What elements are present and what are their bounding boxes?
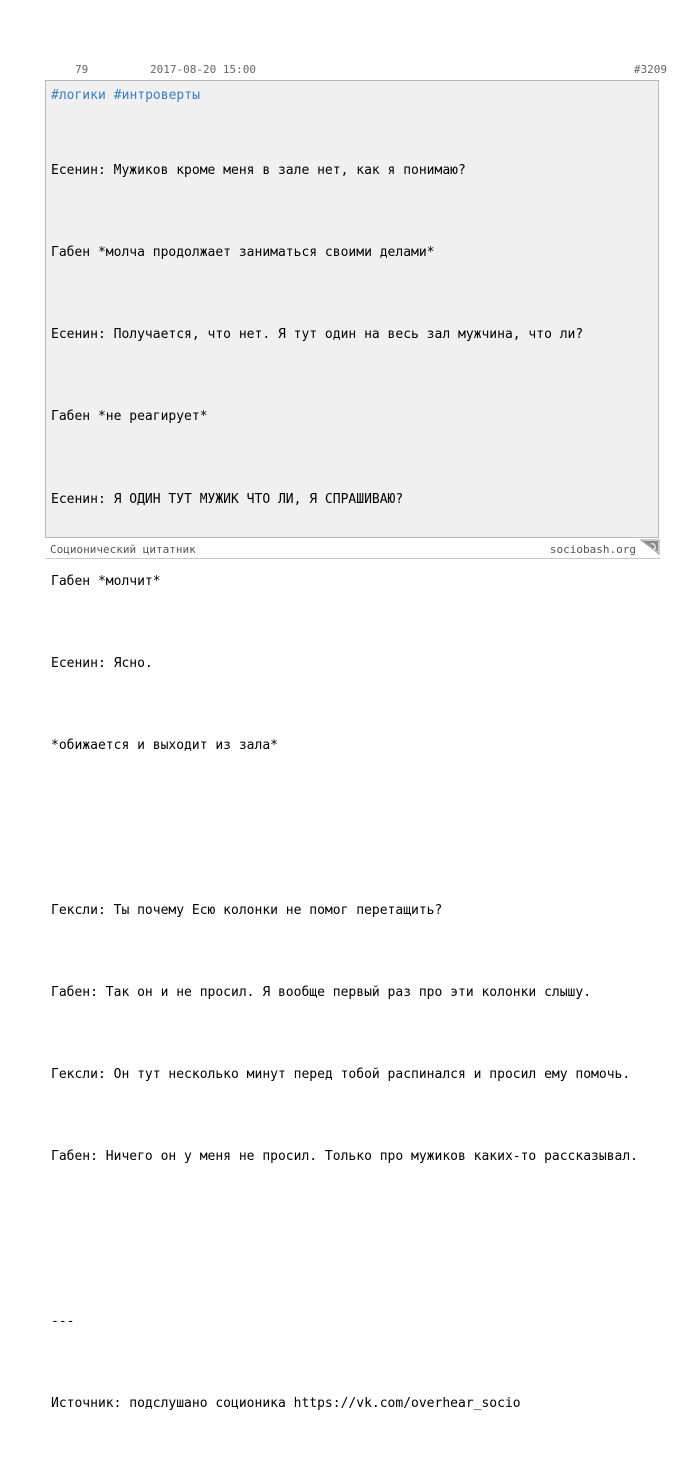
quote-line: *обижается и выходит из зала* [51, 738, 278, 754]
tag-link[interactable]: #интроверты [113, 88, 200, 103]
quote-meta [45, 63, 667, 79]
quote-line: Гексли: Ты почему Есю колонки не помог перетащить? [51, 902, 443, 918]
quote-rating[interactable]: 79 [75, 63, 89, 76]
quote-line: Габен *молча продолжает заниматься своими делами* [51, 245, 435, 261]
quote-number-link[interactable]: #3209 [633, 63, 667, 76]
quote-line: Источник: подслушано соционика https://vk.com/overhear_socio [51, 1395, 521, 1411]
site-title: Соционический цитатник [50, 543, 196, 556]
quote-line: Есенин: Получается, что нет. Я тут один на весь зал мужчина, что ли? [51, 327, 584, 343]
tag-link[interactable]: #логики [51, 88, 106, 103]
quote-line: Есенин: Я ОДИН ТУТ МУЖИК ЧТО ЛИ, Я СПРАШИВАЮ? [51, 491, 404, 507]
tag-list [51, 88, 208, 103]
site-domain-link[interactable]: sociobash.org [549, 543, 636, 556]
quote-line: Габен *молчит* [51, 573, 161, 589]
quote-line: Есенин: Ясно. [51, 656, 153, 672]
quote-line: Габен *не реагирует* [51, 409, 208, 425]
quote-line: --- [51, 1313, 75, 1329]
quote-date: 2017-08-20 15:00 [150, 63, 256, 76]
quote-line: Есенин: Мужиков кроме меня в зале нет, как я понимаю? [51, 162, 466, 178]
quote-footer [45, 540, 660, 559]
speech-corner-icon [640, 537, 660, 555]
quote-text [51, 102, 654, 1472]
quote-line: Габен: Ничего он у меня не просил. Только про мужиков каких-то рассказывал. [51, 1149, 638, 1165]
quote-line: Габен: Так он и не просил. Я вообще первый раз про эти колонки слышу. [51, 984, 592, 1000]
quote-line [51, 814, 654, 841]
quote-line [51, 1225, 654, 1252]
quote-line: Гексли: Он тут несколько минут перед тобой распинался и просил ему помочь. [51, 1067, 631, 1083]
